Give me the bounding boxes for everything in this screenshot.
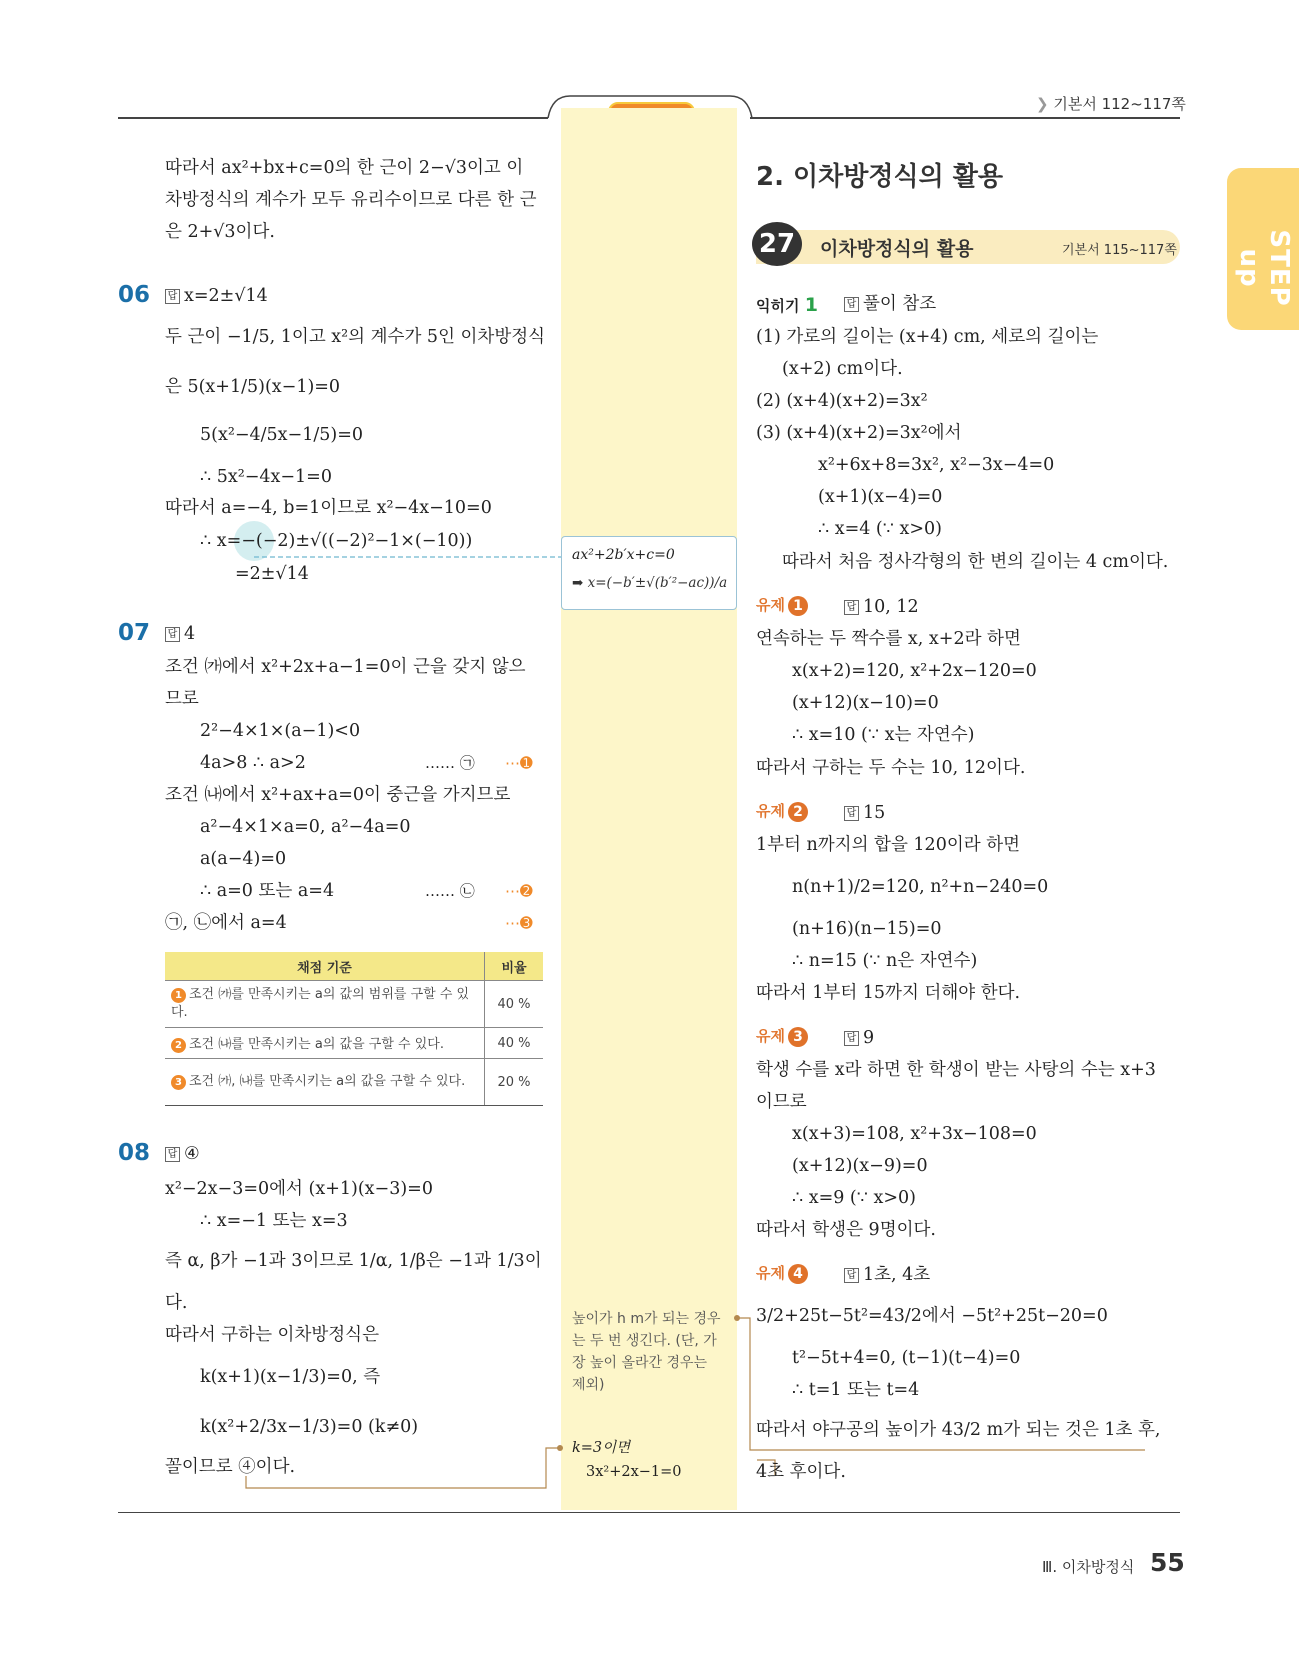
- answer-text: ④: [184, 1144, 200, 1164]
- answer-text: 10, 12: [863, 597, 919, 617]
- solution-line: ∴ x=4 (∵ x>0): [818, 519, 942, 539]
- note-line: 높이가 h m가 되는 경우: [572, 1311, 721, 1327]
- answer-mark-icon: 답: [844, 1268, 859, 1283]
- note-line: 제외): [572, 1377, 605, 1393]
- criteria-text: 조건 ㈎, ㈏를 만족시키는 a의 값을 구할 수 있다.: [189, 1074, 466, 1089]
- solution-line: ㉠, ㉡에서 a=4: [165, 913, 287, 933]
- solution-line: 1부터 n까지의 합을 120이라 하면: [756, 835, 1021, 855]
- answer: [165, 284, 268, 308]
- table-cell: 40 %: [485, 1028, 544, 1059]
- solution-line: 조건 ㈏에서 x²+ax+a=0이 중근을 가지므로: [165, 785, 511, 805]
- solution-line: ∴ t=1 또는 t=4: [792, 1380, 920, 1400]
- step-marker: ⋯➋: [505, 882, 533, 900]
- question-number: 08: [118, 1140, 151, 1166]
- table-row: [165, 1059, 543, 1106]
- solution-line: 꼴이므로 ④이다.: [165, 1457, 296, 1477]
- answer: [844, 595, 919, 619]
- solution-line: 즉 α, β가 −1과 3이므로 1/α, 1/β은 −1과 1/3이: [165, 1251, 542, 1271]
- intro-line-2: 차방정식의 계수가 모두 유리수이므로 다른 한 근: [165, 190, 537, 210]
- answer: [844, 292, 936, 316]
- answer-mark-icon: 답: [165, 289, 180, 304]
- answer: [844, 1263, 930, 1287]
- solution-line: a²−4×1×a=0, a²−4a=0: [200, 817, 411, 837]
- solution-line: 따라서 학생은 9명이다.: [756, 1220, 936, 1240]
- answer: [844, 1026, 874, 1050]
- table-header-row: [165, 952, 543, 981]
- solution-line: ∴ a=0 또는 a=4: [200, 881, 335, 901]
- solution-line: 따라서 야구공의 높이가 43/2 m가 되는 것은 1초 후,: [756, 1420, 1161, 1440]
- answer-mark-icon: 답: [844, 600, 859, 615]
- yuje-number-badge: 2: [788, 802, 808, 822]
- ikhigi-num: 1: [804, 294, 818, 316]
- table-header: 채점 기준: [165, 952, 485, 981]
- formula-line-2: ➡ x=(−b′±√(b′²−ac))/a: [572, 575, 728, 591]
- solution-line: (x+2) cm이다.: [782, 359, 903, 379]
- solution-line: x(x+2)=120, x²+2x−120=0: [792, 661, 1037, 681]
- answer-text: x=2±√14: [184, 286, 268, 306]
- answer-mark-icon: 답: [844, 806, 859, 821]
- yuje-label: [756, 1262, 808, 1284]
- table-cell: 40 %: [485, 981, 544, 1028]
- question-number: 07: [118, 620, 151, 646]
- yuje-number-badge: 1: [788, 596, 808, 616]
- solution-line: ∴ x=−1 또는 x=3: [200, 1211, 348, 1231]
- solution-line: ∴ n=15 (∵ n은 자연수): [792, 951, 978, 971]
- solution-line: t²−5t+4=0, (t−1)(t−4)=0: [792, 1348, 1021, 1368]
- note-line: 는 두 번 생긴다. (단, 가: [572, 1333, 717, 1349]
- table-cell: [165, 981, 485, 1028]
- table-header: 비율: [485, 952, 544, 981]
- criteria-text: 조건 ㈎를 만족시키는 a의 값의 범위를 구할 수 있다.: [171, 987, 470, 1020]
- solution-line: 4a>8 ∴ a>2: [200, 753, 306, 773]
- answer-mark-icon: 답: [165, 1147, 180, 1162]
- answer-text: 15: [863, 803, 886, 823]
- answer-mark-icon: 답: [844, 297, 859, 312]
- solution-line: 학생 수를 x라 하면 한 학생이 받는 사탕의 수는 x+3: [756, 1060, 1156, 1080]
- solution-line: (x+12)(x−9)=0: [792, 1156, 928, 1176]
- solution-line: 두 근이 −1/5, 1이고 x²의 계수가 5인 이차방정식: [165, 327, 546, 347]
- answer-text: 9: [863, 1028, 875, 1048]
- solution-line: (1) 가로의 길이는 (x+4) cm, 세로의 길이는: [756, 327, 1099, 347]
- solution-line: a(a−4)=0: [200, 849, 287, 869]
- chevron-right-icon: ❯: [1036, 95, 1054, 113]
- solution-line: k(x+1)(x−1/3)=0, 즉: [200, 1367, 381, 1387]
- formula-line-1: ax²+2b′x+c=0: [572, 547, 675, 563]
- yuje-label: [756, 800, 808, 822]
- answer-mark-icon: 답: [165, 627, 180, 642]
- table-row: [165, 1028, 543, 1059]
- solution-line: 연속하는 두 짝수를 x, x+2라 하면: [756, 629, 1021, 649]
- solution-line: 따라서 1부터 15까지 더해야 한다.: [756, 983, 1021, 1003]
- solution-line: ∴ x=−(−2)±√((−2)²−1×(−10)): [200, 531, 473, 551]
- table-row: [165, 981, 543, 1028]
- footer-chapter: Ⅲ. 이차방정식: [1042, 1558, 1135, 1576]
- solution-line: ∴ x=10 (∵ x는 자연수): [792, 725, 975, 745]
- solution-line: x(x+3)=108, x²+3x−108=0: [792, 1124, 1037, 1144]
- solution-line: ∴ x=9 (∵ x>0): [792, 1188, 916, 1208]
- solution-line: n(n+1)/2=120, n²+n−240=0: [792, 877, 1049, 897]
- solution-line: 므로: [165, 689, 199, 709]
- solution-line: (x+1)(x−4)=0: [818, 487, 943, 507]
- yuje-label-text: 유제: [756, 1264, 785, 1282]
- intro-line-3: 은 2+√3이다.: [165, 222, 275, 242]
- step-number-badge: 1: [171, 988, 186, 1003]
- answer-text: 1초, 4초: [863, 1265, 931, 1285]
- ikhigi-label-text: 익히기: [756, 297, 800, 315]
- yuje-label-text: 유제: [756, 1027, 785, 1045]
- mark: …… ㉠: [425, 754, 475, 772]
- intro-line-1: 따라서 ax²+bx+c=0의 한 근이 2−√3이고 이: [165, 158, 524, 178]
- table-cell: 20 %: [485, 1059, 544, 1106]
- yuje-label: [756, 1025, 808, 1047]
- solution-line: 3/2+25t−5t²=43/2에서 −5t²+25t−20=0: [756, 1306, 1108, 1326]
- solution-line: 다.: [165, 1293, 188, 1313]
- scoring-table: [165, 952, 543, 1106]
- question-number: 06: [118, 282, 151, 308]
- yuje-number-badge: 3: [788, 1027, 808, 1047]
- header-ref-text: 기본서 112~117쪽: [1053, 95, 1186, 113]
- topic-number-badge: 27: [752, 222, 802, 266]
- yuje-label-text: 유제: [756, 596, 785, 614]
- solution-line: x²−2x−3=0에서 (x+1)(x−3)=0: [165, 1179, 433, 1199]
- answer-text: 4: [184, 624, 196, 644]
- mark: …… ㉡: [425, 882, 475, 900]
- k-line: k=3이면: [572, 1440, 631, 1456]
- answer: [844, 801, 885, 825]
- note-line: 장 높이 올라간 경우는: [572, 1355, 708, 1371]
- topic-ref: 기본서 115~117쪽: [1062, 243, 1177, 258]
- solution-line: (x+12)(x−10)=0: [792, 693, 939, 713]
- page-number: 55: [1150, 1548, 1185, 1577]
- solution-line: 이므로: [756, 1092, 807, 1112]
- k-line: 3x²+2x−1=0: [586, 1464, 682, 1480]
- answer-mark-icon: 답: [844, 1031, 859, 1046]
- solution-line: 따라서 a=−4, b=1이므로 x²−4x−10=0: [165, 498, 492, 518]
- step-number-badge: 2: [171, 1038, 186, 1053]
- step-up-label: STEP up: [1234, 229, 1294, 307]
- solution-line: (n+16)(n−15)=0: [792, 919, 942, 939]
- yuje-number-badge: 4: [788, 1264, 808, 1284]
- yuje-label: [756, 594, 808, 616]
- solution-line: 2²−4×1×(a−1)<0: [200, 721, 361, 741]
- yuje-label-text: 유제: [756, 802, 785, 820]
- solution-line: 5(x²−4/5x−1/5)=0: [200, 425, 363, 445]
- section-title: 2. 이차방정식의 활용: [756, 162, 1003, 192]
- solution-line: 은 5(x+1/5)(x−1)=0: [165, 377, 341, 397]
- step-marker: ⋯➌: [505, 914, 533, 932]
- step-marker: ⋯➊: [505, 754, 533, 772]
- ikhigi-label: [756, 294, 818, 316]
- solution-line: (3) (x+4)(x+2)=3x²에서: [756, 423, 962, 443]
- answer-text: 풀이 참조: [863, 294, 937, 314]
- solution-line: 따라서 구하는 두 수는 10, 12이다.: [756, 758, 1026, 778]
- topic-title: 이차방정식의 활용: [820, 238, 974, 260]
- solution-line: =2±√14: [235, 564, 309, 584]
- solution-line: x²+6x+8=3x², x²−3x−4=0: [818, 455, 1055, 475]
- solution-line: ∴ 5x²−4x−1=0: [200, 467, 332, 487]
- criteria-text: 조건 ㈏를 만족시키는 a의 값을 구할 수 있다.: [189, 1037, 444, 1052]
- solution-line: 따라서 처음 정사각형의 한 변의 길이는 4 cm이다.: [782, 552, 1169, 572]
- solution-line: 조건 ㈎에서 x²+2x+a−1=0이 근을 갖지 않으: [165, 657, 526, 677]
- step-number-badge: 3: [171, 1075, 186, 1090]
- solution-line: (2) (x+4)(x+2)=3x²: [756, 391, 928, 411]
- solution-line: 따라서 구하는 이차방정식은: [165, 1325, 379, 1345]
- solution-line: k(x²+2/3x−1/3)=0 (k≠0): [200, 1417, 419, 1437]
- table-cell: [165, 1059, 485, 1106]
- footer-rule: [118, 1512, 1180, 1513]
- answer: [165, 1142, 200, 1166]
- table-cell: [165, 1028, 485, 1059]
- solution-line: 4초 후이다.: [756, 1462, 846, 1482]
- answer: [165, 622, 195, 646]
